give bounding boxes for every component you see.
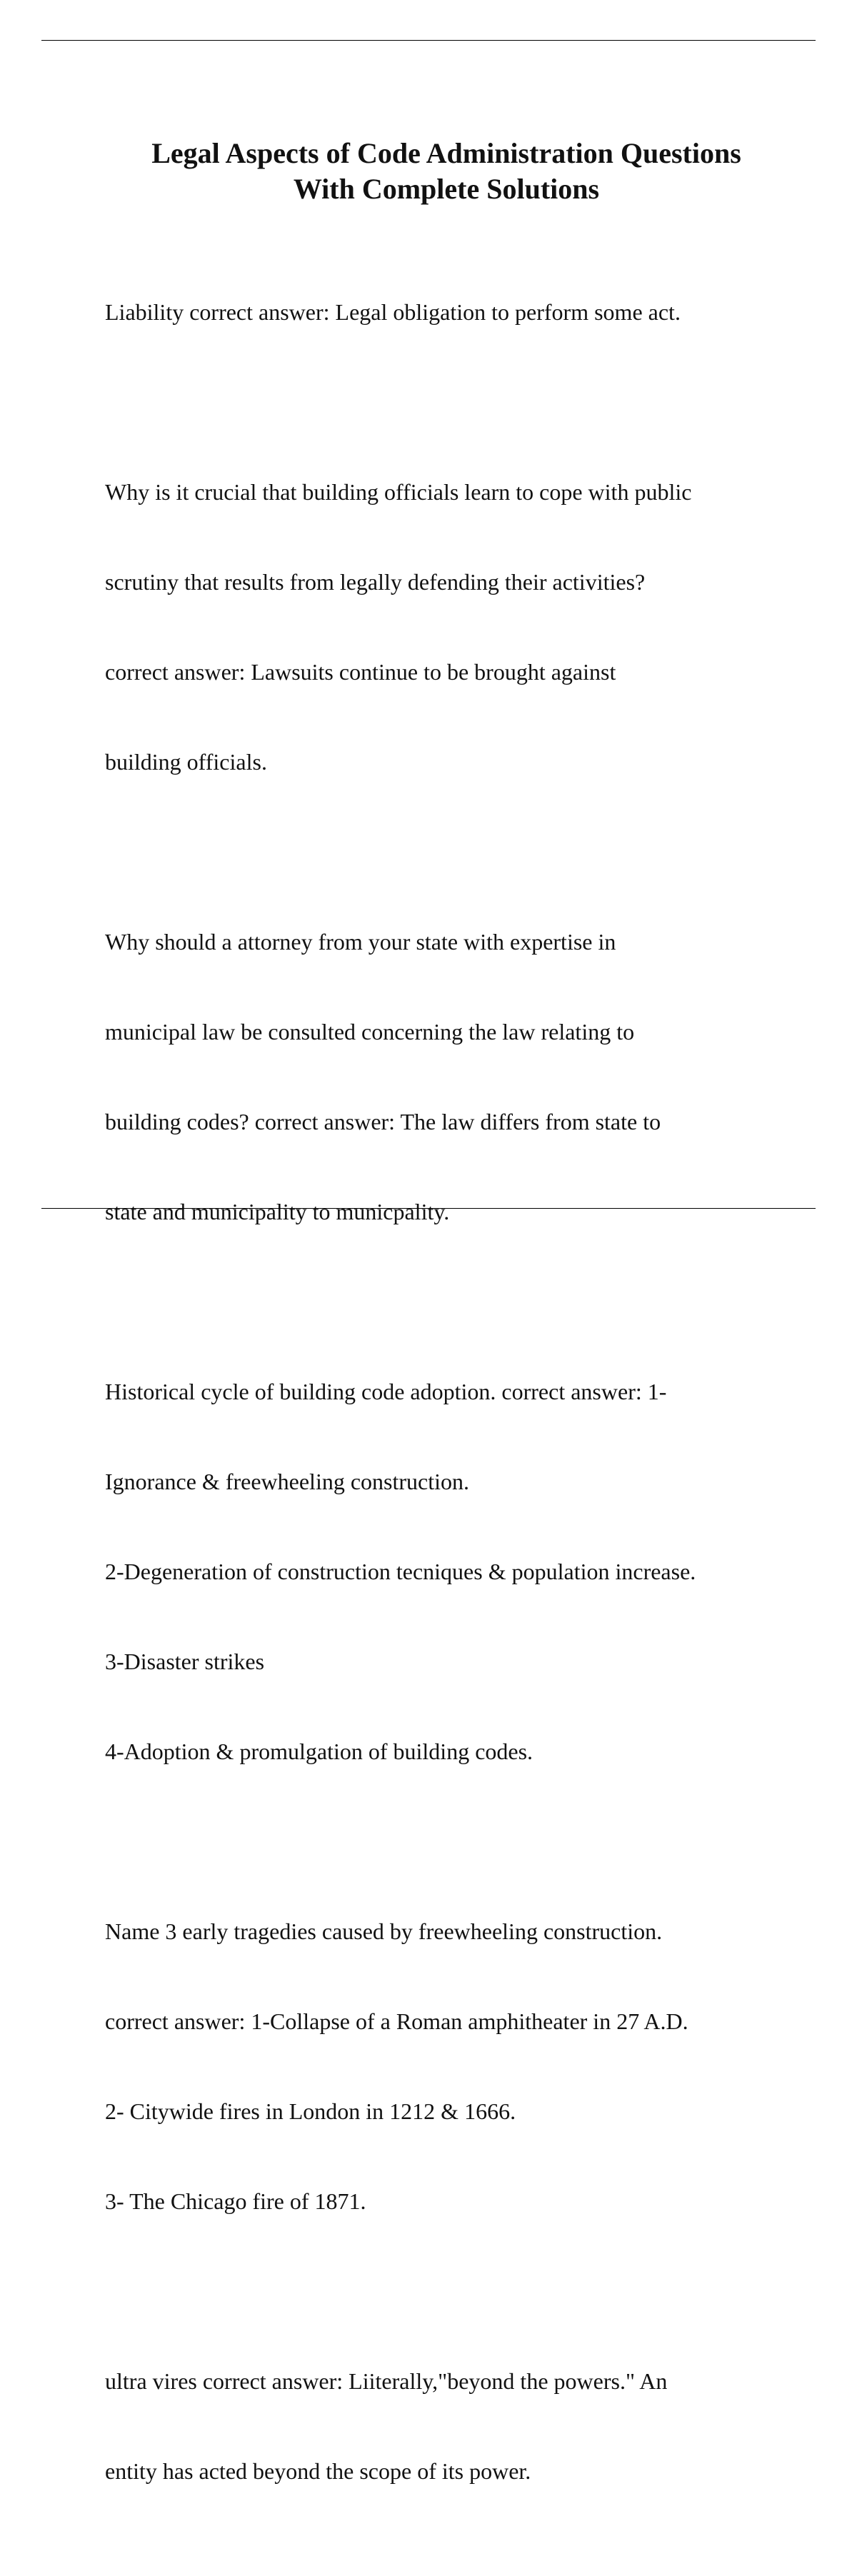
qa-line: 2-Degeneration of construction tecniques & population increase. bbox=[105, 1559, 696, 1584]
qa-line: entity has acted beyond the scope of its power. bbox=[105, 2458, 531, 2484]
qa-line: state and municipality to municpality. bbox=[105, 1199, 450, 1224]
qa-line: 4-Adoption & promulgation of building codes. bbox=[105, 1739, 533, 1764]
qa-line: Why should a attorney from your state with expertise in bbox=[105, 929, 616, 955]
bottom-rule bbox=[41, 1208, 816, 1209]
qa-line: 2- Citywide fires in London in 1212 & 1666. bbox=[105, 2098, 516, 2124]
qa-line: ultra vires correct answer: Liiterally,"beyond the powers." An bbox=[105, 2368, 668, 2394]
qa-line: building codes? correct answer: The law differs from state to bbox=[105, 1109, 661, 1134]
qa-line: building officials. bbox=[105, 749, 267, 775]
qa-entry-ultra-vires bbox=[105, 2306, 819, 2546]
title-line-2: With Complete Solutions bbox=[293, 173, 600, 205]
document-title bbox=[71, 136, 821, 207]
top-rule bbox=[41, 40, 816, 41]
qa-line: 3- The Chicago fire of 1871. bbox=[105, 2188, 366, 2214]
qa-entry-attorney bbox=[105, 867, 819, 1287]
qa-line: Ignorance & freewheeling construction. bbox=[105, 1469, 470, 1494]
qa-line: Historical cycle of building code adoption. correct answer: 1- bbox=[105, 1379, 667, 1404]
qa-entry-historical-cycle bbox=[105, 1317, 819, 1826]
title-line-1: Legal Aspects of Code Administration Questions bbox=[151, 137, 741, 169]
qa-line: Liability correct answer: Legal obligation to perform some act. bbox=[105, 299, 681, 325]
qa-line: Name 3 early tragedies caused by freewheeling construction. bbox=[105, 1918, 663, 1944]
qa-entry-early-tragedies bbox=[105, 1856, 819, 2276]
qa-line: municipal law be consulted concerning the law relating to bbox=[105, 1019, 635, 1045]
qa-entry-public-scrutiny bbox=[105, 417, 819, 837]
qa-list bbox=[105, 237, 819, 2576]
qa-line: 3-Disaster strikes bbox=[105, 1649, 265, 1674]
qa-line: Why is it crucial that building officials learn to cope with public bbox=[105, 479, 692, 505]
qa-line: scrutiny that results from legally defending their activities? bbox=[105, 569, 646, 595]
qa-entry-liability bbox=[105, 237, 819, 387]
qa-line: correct answer: 1-Collapse of a Roman amphitheater in 27 A.D. bbox=[105, 2008, 688, 2034]
qa-line: correct answer: Lawsuits continue to be brought against bbox=[105, 659, 616, 685]
